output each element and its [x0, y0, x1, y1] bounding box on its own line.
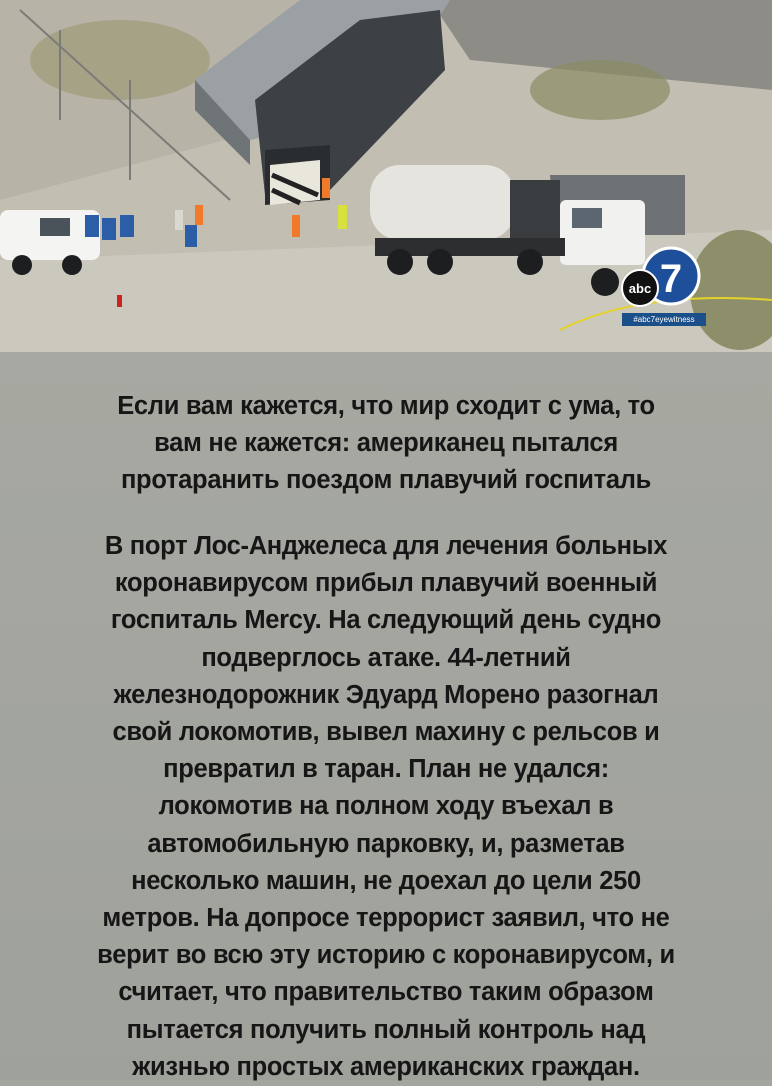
headline-line: протаранить поездом плавучий госпиталь — [120, 466, 652, 494]
article-body — [30, 528, 742, 1086]
logo-text: abc — [628, 281, 652, 296]
body-line: метров. На допросе террорист заявил, что не — [102, 904, 670, 933]
body-line: пытается получить полный контроль над — [126, 1015, 646, 1044]
body-line: В порт Лос-Анджелеса для лечения больных — [104, 532, 668, 560]
body-line: подверглось атаке. 44-летний — [201, 643, 571, 672]
headline-line: Если вам кажется, что мир сходит с ума, то — [117, 392, 655, 420]
body-line: превратил в таран. План не удался: — [163, 755, 609, 784]
body-line: железнодорожник Эдуард Морено разогнал — [113, 680, 659, 709]
body-line: верит во всю эту историю с коронавирусом, и — [97, 941, 675, 970]
watermark-label: #abc7eyewitness — [622, 313, 706, 326]
logo-number: 7 — [659, 257, 683, 301]
headline-line: вам не кажется: американец пытался — [154, 429, 618, 457]
body-line: автомобильную парковку, и, разметав — [147, 829, 625, 858]
news-photo — [0, 0, 772, 352]
aerial-scene-image — [0, 0, 772, 352]
body-line: несколько машин, не доехал до цели 250 — [131, 866, 641, 895]
body-line: считает, что правительство таким образом — [118, 978, 654, 1007]
headline — [30, 388, 742, 499]
body-line: госпиталь Mercy. На следующий день судно — [110, 606, 662, 635]
body-line: жизнью простых американских граждан. — [132, 1052, 640, 1081]
body-line: свой локомотив, вывел махину с рельсов и — [112, 718, 660, 747]
body-line: коронавирусом прибыл плавучий военный — [114, 569, 658, 598]
body-line: локомотив на полном ходу въехал в — [158, 792, 614, 821]
caption-area — [0, 352, 772, 1080]
